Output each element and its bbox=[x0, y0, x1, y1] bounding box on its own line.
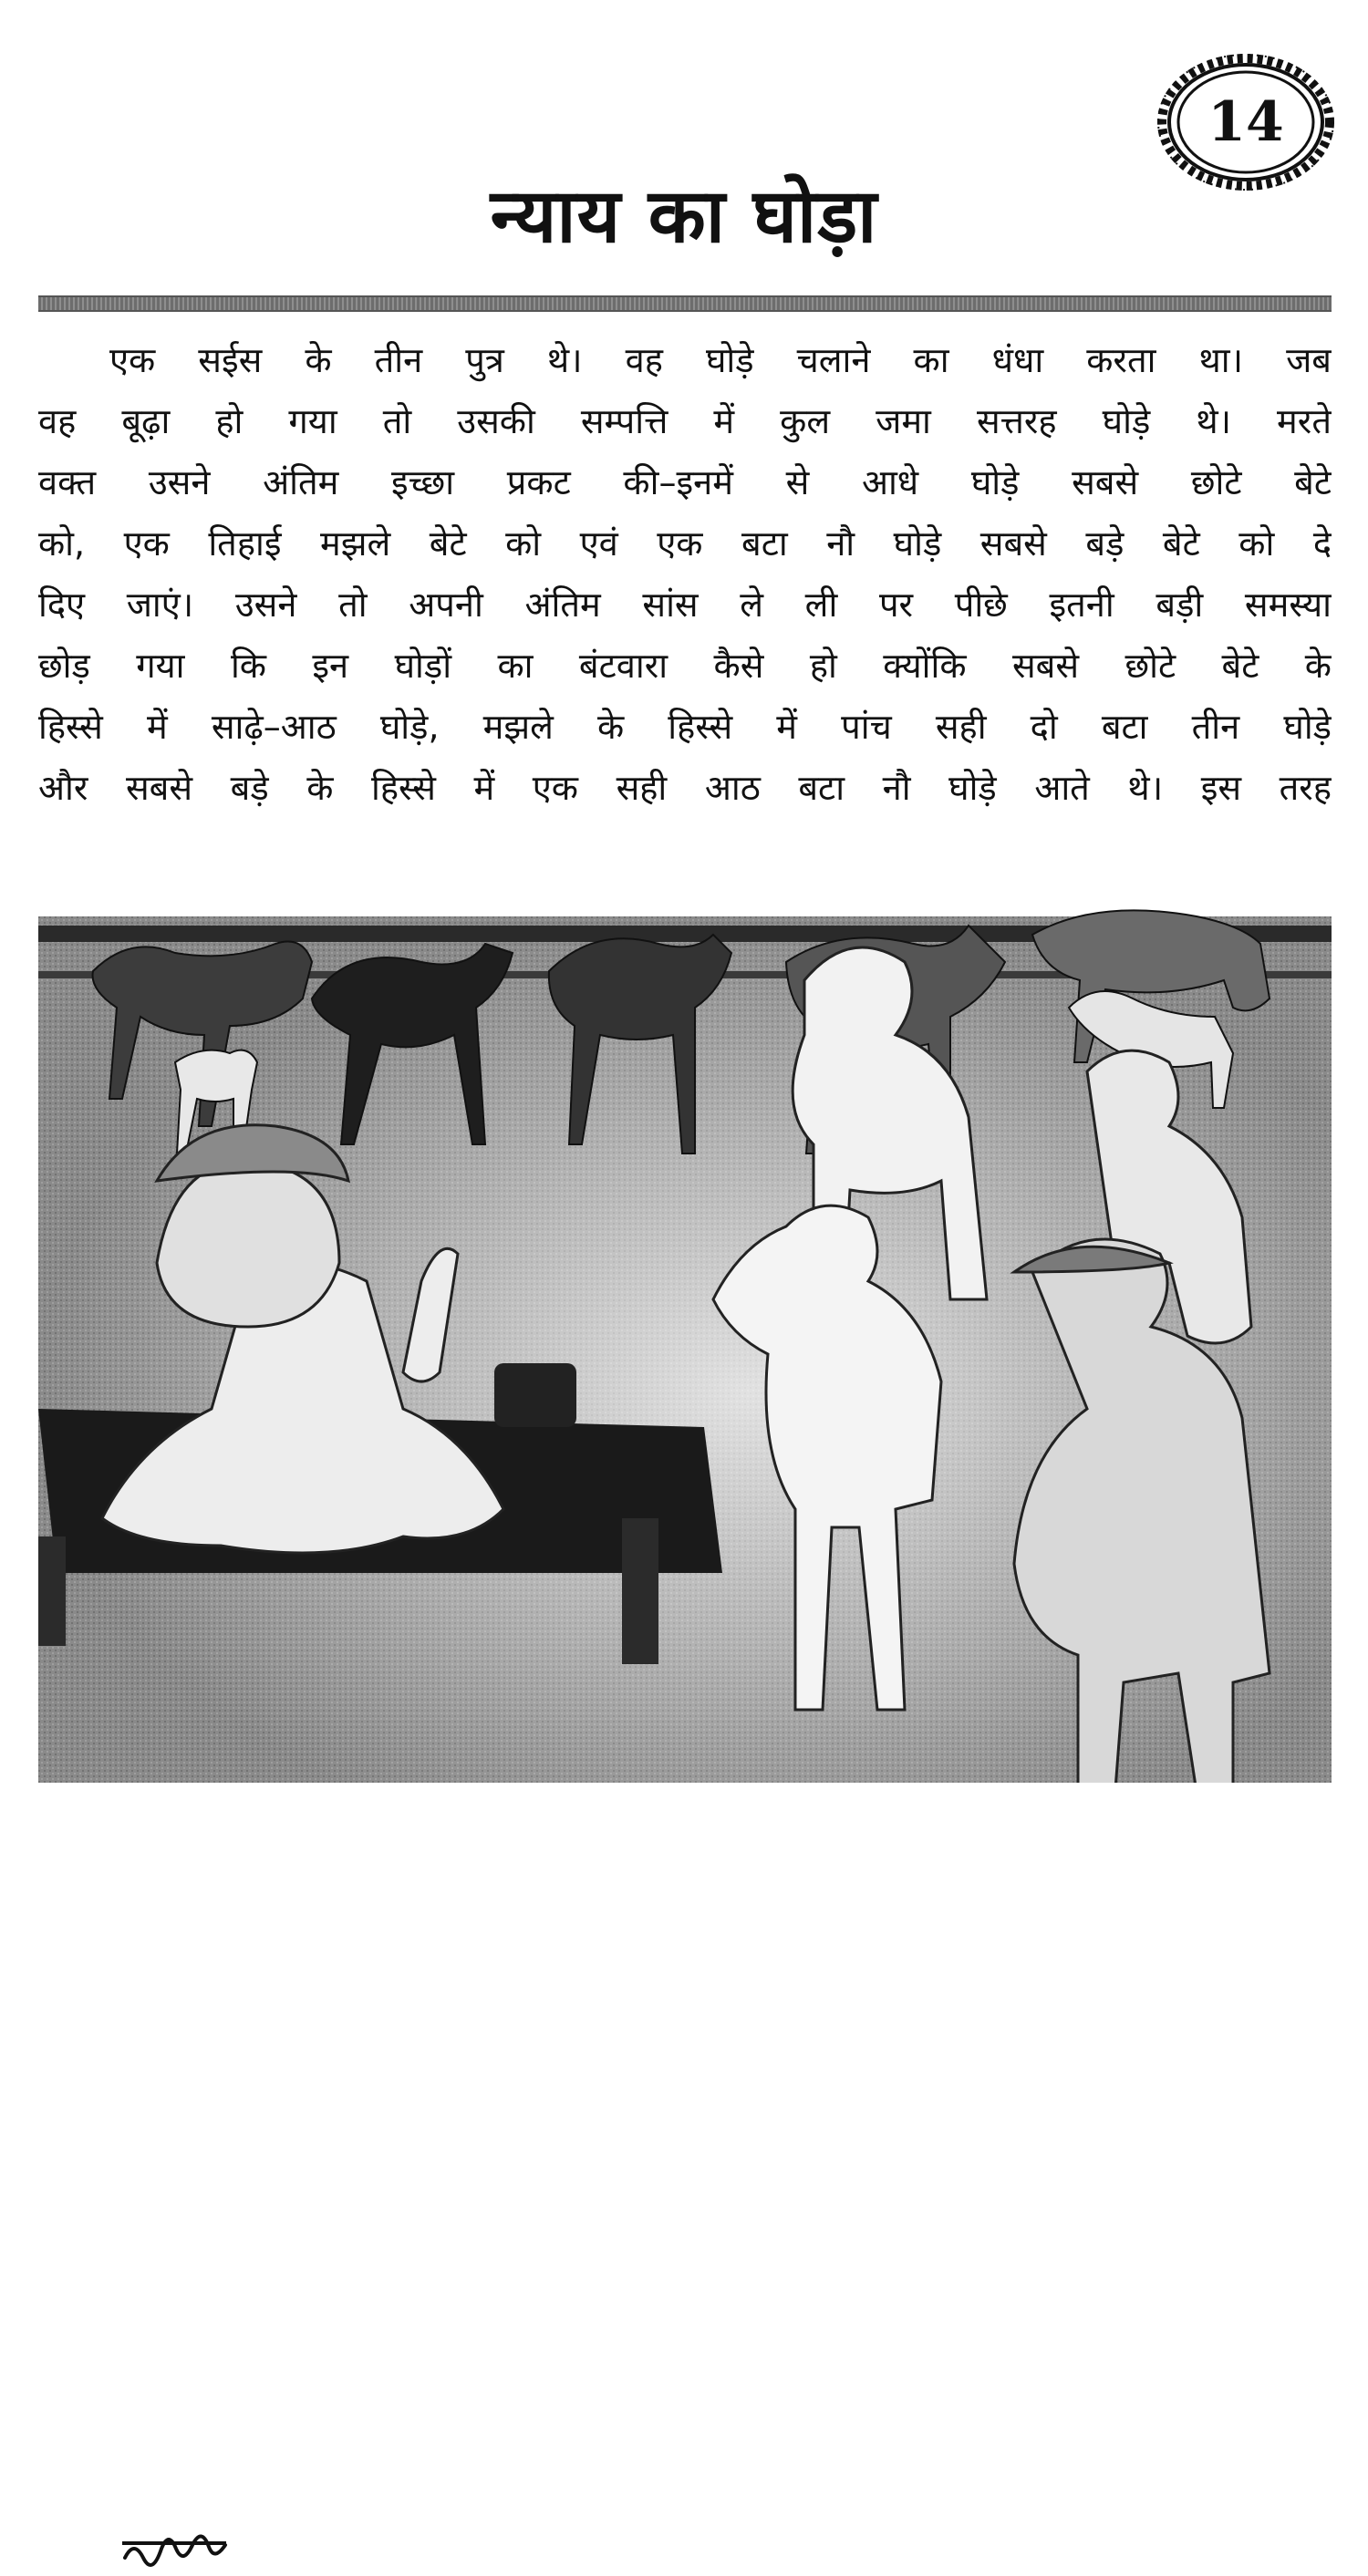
story-line: एक सईस के तीन पुत्र थे। वह घोड़े चलाने का धंधा करता था। जब bbox=[109, 340, 1332, 380]
story-line: को, एक तिहाई मझले बेटे को एवं एक बटा नौ घोड़े सबसे बड़े बेटे को दे bbox=[38, 523, 1332, 564]
stable-scene-illustration bbox=[38, 862, 1332, 1783]
story-line: हिस्से में साढ़े–आठ घोड़े, मझले के हिस्से में पांच सही दो बटा तीन घोड़े bbox=[38, 707, 1332, 747]
title-divider bbox=[38, 295, 1332, 312]
artist-signature-image bbox=[120, 2530, 230, 2576]
story-body bbox=[38, 330, 1332, 819]
page-number: 14 bbox=[1207, 90, 1284, 154]
story-line: वक्त उसने अंतिम इच्छा प्रकट की–इनमें से आधे घोड़े सबसे छोटे बेटे bbox=[38, 462, 1332, 502]
story-line: छोड़ गया कि इन घोड़ों का बंटवारा कैसे हो क्योंकि सबसे छोटे बेटे के bbox=[38, 646, 1332, 686]
story-line: वह बूढ़ा हो गया तो उसकी सम्पत्ति में कुल जमा सत्तरह घोड़े थे। मरते bbox=[38, 401, 1332, 441]
story-line: दिए जाएं। उसने तो अपनी अंतिम सांस ले ली पर पीछे इतनी बड़ी समस्या bbox=[38, 585, 1332, 625]
story-title: न्याय का घोड़ा bbox=[490, 173, 878, 260]
story-illustration bbox=[38, 862, 1332, 1783]
story-line: और सबसे बड़े के हिस्से में एक सही आठ बटा नौ घोड़े आते थे। इस तरह bbox=[38, 768, 1332, 808]
signature-icon bbox=[120, 2530, 230, 2576]
